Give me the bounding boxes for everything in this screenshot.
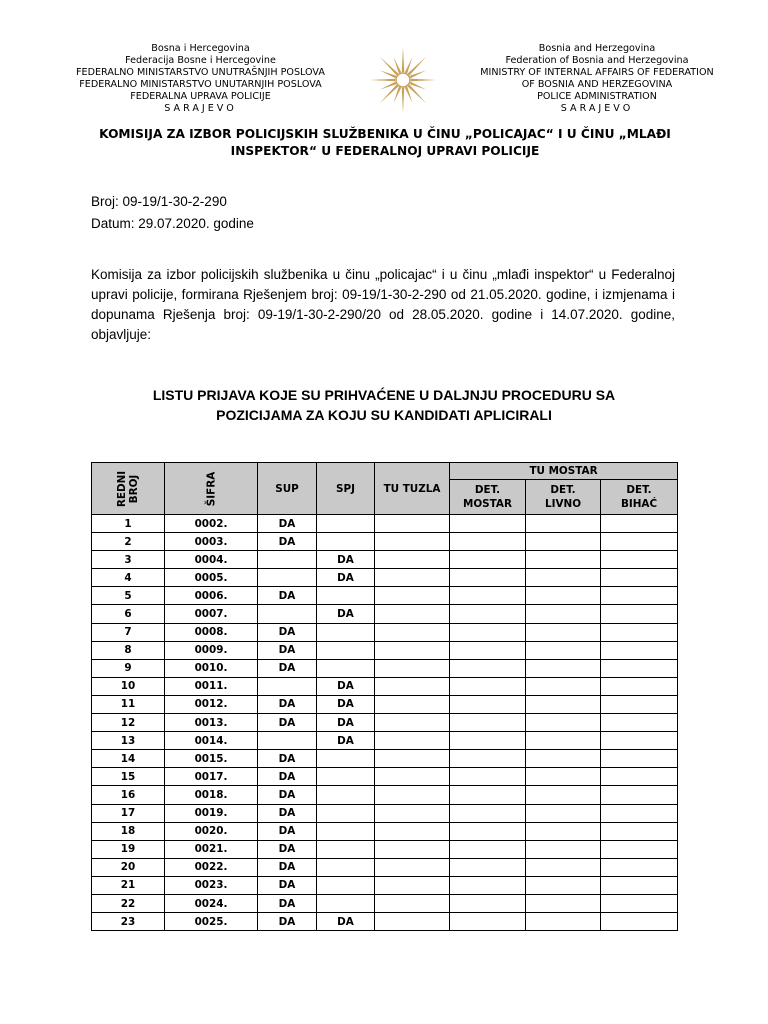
sifra-cell: 0009. <box>165 641 258 659</box>
sup-cell: DA <box>258 858 317 876</box>
column-group-tu-mostar: TU MOSTAR <box>450 463 678 480</box>
det-bihac-cell <box>601 695 678 713</box>
det-livno-cell <box>526 623 601 641</box>
redni-label-line2: BROJ <box>127 474 140 503</box>
det-bihac-cell <box>601 659 678 677</box>
tu-tuzla-cell <box>375 587 450 605</box>
sifra-cell: 0006. <box>165 587 258 605</box>
redni-broj-cell: 4 <box>92 569 165 587</box>
sifra-cell: 0020. <box>165 822 258 840</box>
tu-tuzla-cell <box>375 605 450 623</box>
sifra-cell: 0017. <box>165 768 258 786</box>
det-mostar-cell <box>450 858 526 876</box>
header-left-line: Federacija Bosne i Hercegovine <box>125 55 276 66</box>
column-header-spj: SPJ <box>317 463 375 515</box>
det-bihac-cell <box>601 641 678 659</box>
table-row <box>92 641 678 659</box>
spj-cell: DA <box>317 677 375 695</box>
det-bihac-cell <box>601 587 678 605</box>
det-mostar-cell <box>450 913 526 931</box>
list-title-line-1: LISTU PRIJAVA KOJE SU PRIHVAĆENE U DALJNJU PROCEDURU SA <box>152 387 616 403</box>
header-right-city: SARAJEVO <box>560 103 634 114</box>
applications-table-body <box>92 515 678 931</box>
sifra-cell: 0018. <box>165 786 258 804</box>
header-left-line: FEDERALNA UPRAVA POLICIJE <box>130 91 271 102</box>
det-mostar-cell <box>450 587 526 605</box>
column-header-sup: SUP <box>258 463 317 515</box>
det-livno-cell <box>526 822 601 840</box>
tu-tuzla-cell <box>375 768 450 786</box>
det-livno-cell <box>526 677 601 695</box>
header-left-block <box>58 43 343 115</box>
det-bihac-cell <box>601 677 678 695</box>
table-row <box>92 623 678 641</box>
document-meta <box>91 191 254 235</box>
tu-tuzla-cell <box>375 659 450 677</box>
sup-cell: DA <box>258 641 317 659</box>
spj-cell <box>317 659 375 677</box>
sifra-cell: 0005. <box>165 569 258 587</box>
column-header-det-mostar <box>450 480 526 515</box>
sup-cell <box>258 732 317 750</box>
header-right-line: MINISTRY OF INTERNAL AFFAIRS OF FEDERATION <box>480 67 714 78</box>
header-left-line: Bosna i Hercegovina <box>151 43 250 54</box>
det-mostar-cell <box>450 533 526 551</box>
spj-cell <box>317 840 375 858</box>
spj-cell <box>317 894 375 912</box>
sup-cell: DA <box>258 913 317 931</box>
tu-tuzla-cell <box>375 623 450 641</box>
police-sunburst-emblem-icon <box>369 46 437 114</box>
sup-cell: DA <box>258 786 317 804</box>
det-livno-cell <box>526 695 601 713</box>
spj-cell: DA <box>317 732 375 750</box>
det-livno-cell <box>526 804 601 822</box>
tu-tuzla-cell <box>375 677 450 695</box>
spj-cell: DA <box>317 569 375 587</box>
spj-cell <box>317 750 375 768</box>
spj-cell <box>317 858 375 876</box>
tu-tuzla-cell <box>375 732 450 750</box>
column-header-det-bihac <box>601 480 678 515</box>
table-row <box>92 876 678 894</box>
sifra-cell: 0023. <box>165 876 258 894</box>
spj-cell: DA <box>317 551 375 569</box>
det-livno-cell <box>526 894 601 912</box>
header-right-line: Bosnia and Herzegovina <box>538 43 656 54</box>
spj-cell <box>317 822 375 840</box>
det-livno-cell <box>526 641 601 659</box>
det-livno-line1: DET. <box>550 484 576 496</box>
det-mostar-cell <box>450 894 526 912</box>
sifra-cell: 0014. <box>165 732 258 750</box>
det-mostar-line2: MOSTAR <box>463 498 512 510</box>
redni-broj-cell: 3 <box>92 551 165 569</box>
det-bihac-cell <box>601 804 678 822</box>
spj-cell <box>317 533 375 551</box>
spj-cell <box>317 768 375 786</box>
table-row <box>92 695 678 713</box>
redni-broj-cell: 21 <box>92 876 165 894</box>
sifra-cell: 0013. <box>165 714 258 732</box>
sifra-cell: 0004. <box>165 551 258 569</box>
sifra-cell: 0002. <box>165 515 258 533</box>
document-number: Broj: 09-19/1-30-2-290 <box>91 194 227 209</box>
sup-cell <box>258 605 317 623</box>
sup-cell: DA <box>258 714 317 732</box>
column-header-sifra <box>165 463 258 515</box>
det-mostar-cell <box>450 768 526 786</box>
det-livno-cell <box>526 659 601 677</box>
header-right-block <box>458 43 736 115</box>
det-livno-cell <box>526 876 601 894</box>
redni-broj-cell: 18 <box>92 822 165 840</box>
sifra-cell: 0022. <box>165 858 258 876</box>
tu-tuzla-cell <box>375 804 450 822</box>
header-left-city: SARAJEVO <box>164 103 237 114</box>
document-date: Datum: 29.07.2020. godine <box>91 216 254 231</box>
det-mostar-cell <box>450 732 526 750</box>
tu-tuzla-cell <box>375 858 450 876</box>
spj-cell <box>317 515 375 533</box>
redni-broj-cell: 5 <box>92 587 165 605</box>
sup-cell: DA <box>258 623 317 641</box>
det-livno-cell <box>526 587 601 605</box>
header-left-line: FEDERALNO MINISTARSTVO UNUTRAŠNJIH POSLOVA <box>76 67 325 78</box>
redni-broj-cell: 7 <box>92 623 165 641</box>
spj-cell <box>317 876 375 894</box>
list-title-line-2: POZICIJAMA ZA KOJU SU KANDIDATI APLICIRALI <box>216 407 552 423</box>
header-right-line: OF BOSNIA AND HERZEGOVINA <box>521 79 673 90</box>
table-row <box>92 894 678 912</box>
sifra-cell: 0007. <box>165 605 258 623</box>
redni-broj-cell: 22 <box>92 894 165 912</box>
det-bihac-cell <box>601 623 678 641</box>
spj-cell <box>317 623 375 641</box>
table-row <box>92 569 678 587</box>
spj-cell <box>317 786 375 804</box>
header-left-line: FEDERALNO MINISTARSTVO UNUTARNJIH POSLOVA <box>79 79 322 90</box>
det-mostar-cell <box>450 750 526 768</box>
sifra-cell: 0024. <box>165 894 258 912</box>
commission-title: KOMISIJA ZA IZBOR POLICIJSKIH SLUŽBENIKA U ČINU „POLICAJAC“ I U ČINU „MLAĐI INSPEKTOR“ U FEDERALNOJ UPRAVI POLICIJE <box>99 127 671 158</box>
sifra-cell: 0019. <box>165 804 258 822</box>
table-row <box>92 551 678 569</box>
sifra-cell: 0010. <box>165 659 258 677</box>
sup-cell: DA <box>258 822 317 840</box>
det-livno-cell <box>526 858 601 876</box>
table-row <box>92 605 678 623</box>
sup-cell: DA <box>258 876 317 894</box>
sup-cell: DA <box>258 695 317 713</box>
redni-broj-cell: 13 <box>92 732 165 750</box>
spj-cell <box>317 641 375 659</box>
spj-cell <box>317 587 375 605</box>
det-livno-cell <box>526 768 601 786</box>
det-livno-cell <box>526 913 601 931</box>
det-bihac-cell <box>601 551 678 569</box>
redni-broj-cell: 20 <box>92 858 165 876</box>
tu-tuzla-cell <box>375 695 450 713</box>
redni-broj-cell: 1 <box>92 515 165 533</box>
table-row <box>92 587 678 605</box>
sifra-cell: 0011. <box>165 677 258 695</box>
det-mostar-line1: DET. <box>474 484 501 496</box>
det-livno-cell <box>526 605 601 623</box>
det-mostar-cell <box>450 641 526 659</box>
table-row <box>92 714 678 732</box>
tu-tuzla-cell <box>375 786 450 804</box>
applications-table <box>91 462 678 931</box>
sifra-cell: 0008. <box>165 623 258 641</box>
det-mostar-cell <box>450 714 526 732</box>
table-row <box>92 732 678 750</box>
tu-tuzla-cell <box>375 714 450 732</box>
sup-cell: DA <box>258 515 317 533</box>
det-bihac-line2: BIHAĆ <box>620 498 658 510</box>
det-bihac-cell <box>601 858 678 876</box>
spj-cell <box>317 804 375 822</box>
header-right-line: POLICE ADMINISTRATION <box>537 91 657 102</box>
tu-tuzla-cell <box>375 894 450 912</box>
det-livno-cell <box>526 515 601 533</box>
sup-cell: DA <box>258 768 317 786</box>
det-bihac-cell <box>601 515 678 533</box>
spj-cell: DA <box>317 695 375 713</box>
redni-broj-cell: 19 <box>92 840 165 858</box>
det-mostar-cell <box>450 551 526 569</box>
det-livno-cell <box>526 533 601 551</box>
det-livno-cell <box>526 569 601 587</box>
det-mostar-cell <box>450 515 526 533</box>
header-right-line: Federation of Bosnia and Herzegovina <box>505 55 689 66</box>
det-bihac-cell <box>601 913 678 931</box>
table-row <box>92 786 678 804</box>
sup-cell: DA <box>258 659 317 677</box>
det-livno-cell <box>526 786 601 804</box>
det-bihac-cell <box>601 894 678 912</box>
spj-cell: DA <box>317 714 375 732</box>
sup-cell: DA <box>258 894 317 912</box>
column-header-redni-broj-label <box>116 470 140 506</box>
tu-tuzla-cell <box>375 533 450 551</box>
det-mostar-cell <box>450 804 526 822</box>
sup-cell: DA <box>258 840 317 858</box>
table-row <box>92 768 678 786</box>
redni-broj-cell: 6 <box>92 605 165 623</box>
det-mostar-cell <box>450 677 526 695</box>
det-mostar-cell <box>450 623 526 641</box>
tu-tuzla-cell <box>375 822 450 840</box>
table-row <box>92 533 678 551</box>
sup-cell <box>258 677 317 695</box>
redni-broj-cell: 17 <box>92 804 165 822</box>
sup-cell: DA <box>258 587 317 605</box>
det-bihac-cell <box>601 533 678 551</box>
det-bihac-cell <box>601 732 678 750</box>
det-mostar-cell <box>450 786 526 804</box>
det-mostar-cell <box>450 822 526 840</box>
det-bihac-cell <box>601 714 678 732</box>
spj-cell: DA <box>317 913 375 931</box>
column-header-redni-broj <box>92 463 165 515</box>
tu-tuzla-cell <box>375 551 450 569</box>
sup-cell: DA <box>258 533 317 551</box>
det-livno-cell <box>526 750 601 768</box>
det-mostar-cell <box>450 659 526 677</box>
spj-cell: DA <box>317 605 375 623</box>
det-bihac-cell <box>601 876 678 894</box>
det-livno-cell <box>526 732 601 750</box>
det-livno-cell <box>526 840 601 858</box>
tu-tuzla-cell <box>375 569 450 587</box>
det-mostar-cell <box>450 569 526 587</box>
table-row <box>92 913 678 931</box>
sup-cell: DA <box>258 804 317 822</box>
redni-broj-cell: 10 <box>92 677 165 695</box>
column-header-det-livno <box>526 480 601 515</box>
det-mostar-cell <box>450 695 526 713</box>
det-livno-cell <box>526 714 601 732</box>
redni-broj-cell: 9 <box>92 659 165 677</box>
redni-broj-cell: 16 <box>92 786 165 804</box>
table-row <box>92 822 678 840</box>
det-mostar-cell <box>450 605 526 623</box>
det-bihac-cell <box>601 840 678 858</box>
redni-broj-cell: 14 <box>92 750 165 768</box>
sifra-cell: 0012. <box>165 695 258 713</box>
sifra-cell: 0025. <box>165 913 258 931</box>
list-title <box>91 385 677 425</box>
column-header-tu-tuzla: TU TUZLA <box>375 463 450 515</box>
det-mostar-cell <box>450 840 526 858</box>
table-row <box>92 858 678 876</box>
redni-broj-cell: 11 <box>92 695 165 713</box>
table-row <box>92 804 678 822</box>
intro-paragraph: Komisija za izbor policijskih službenika u činu „policajac“ i u činu „mlađi inspektor“ u Federalnoj upravi policije, formirana Rješenjem broj: 09-19/1-30-2-290 od 21.05.2020. godine, i izmjenama i dopunama Rješenja broj: 09-19/1-30-2-290/20 od 28.05.2020. godine i 14.07.2020. godine, objavljuje: <box>91 267 675 342</box>
sup-cell <box>258 569 317 587</box>
tu-tuzla-cell <box>375 750 450 768</box>
table-row <box>92 515 678 533</box>
redni-label-line1: REDNI <box>115 470 128 507</box>
det-bihac-cell <box>601 605 678 623</box>
sup-cell <box>258 551 317 569</box>
column-header-sifra-label: ŠIFRA <box>205 471 217 506</box>
sifra-cell: 0015. <box>165 750 258 768</box>
redni-broj-cell: 15 <box>92 768 165 786</box>
det-livno-line2: LIVNO <box>544 498 582 510</box>
table-row <box>92 750 678 768</box>
sup-cell: DA <box>258 750 317 768</box>
det-livno-cell <box>526 551 601 569</box>
tu-tuzla-cell <box>375 913 450 931</box>
tu-tuzla-cell <box>375 515 450 533</box>
tu-tuzla-cell <box>375 840 450 858</box>
tu-tuzla-cell <box>375 641 450 659</box>
det-mostar-cell <box>450 876 526 894</box>
redni-broj-cell: 2 <box>92 533 165 551</box>
det-bihac-cell <box>601 750 678 768</box>
det-bihac-line1: DET. <box>626 484 652 496</box>
table-row <box>92 677 678 695</box>
redni-broj-cell: 12 <box>92 714 165 732</box>
sifra-cell: 0003. <box>165 533 258 551</box>
redni-broj-cell: 23 <box>92 913 165 931</box>
det-bihac-cell <box>601 569 678 587</box>
sifra-cell: 0021. <box>165 840 258 858</box>
redni-broj-cell: 8 <box>92 641 165 659</box>
table-row <box>92 659 678 677</box>
tu-tuzla-cell <box>375 876 450 894</box>
det-bihac-cell <box>601 768 678 786</box>
table-row <box>92 840 678 858</box>
det-bihac-cell <box>601 786 678 804</box>
det-bihac-cell <box>601 822 678 840</box>
